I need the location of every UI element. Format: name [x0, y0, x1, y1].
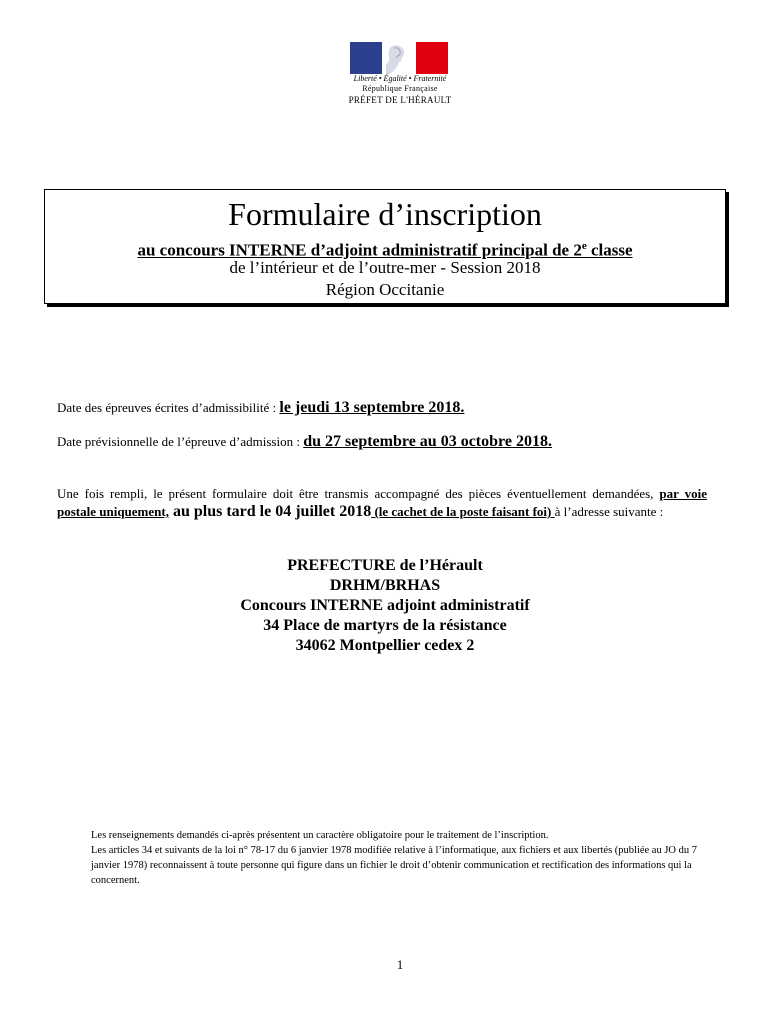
- subtitle-prefix: au concours INTERNE d’adjoint administratif principal de 2: [137, 240, 582, 260]
- marianne-icon: [386, 44, 412, 74]
- logo-prefect: PRÉFET DE L'HÉRAULT: [348, 95, 452, 105]
- legal-line-2: Les articles 34 et suivants de la loi n° 78-17 du 6 janvier 1978 modifiée relative à l’informatique, aux fichiers et aux libertés (publiée au JO du 7 janvier 1978) reconnaissent à toute personne qui figure dans un fichier le droit d’obtenir communication et rectification des informations qui la concernent.: [91, 845, 698, 886]
- logo-motto: Liberté • Égalité • Fraternité: [353, 74, 447, 83]
- address-line-3: Concours INTERNE adjoint administratif: [240, 597, 530, 614]
- subtitle-superscript: e: [581, 240, 587, 252]
- oral-exam-value: du 27 septembre au 03 octobre 2018.: [303, 433, 552, 450]
- legal-line-1: Les renseignements demandés ci-après présentent un caractère obligatoire pour le traitement de l’inscription.: [91, 830, 549, 841]
- written-exam-value: le jeudi 13 septembre 2018.: [279, 399, 465, 416]
- address-line-5: 34062 Montpellier cedex 2: [295, 637, 475, 654]
- subtitle-suffix: classe: [586, 240, 633, 260]
- written-exam-label: Date des épreuves écrites d’admissibilité :: [57, 400, 280, 415]
- instructions-text-2: à l’adresse suivante :: [554, 504, 664, 519]
- region-line: Région Occitanie: [325, 280, 445, 299]
- instructions-text-1: Une fois rempli, le présent formulaire doit être transmis accompagné des pièces éventuellement demandées,: [57, 486, 660, 501]
- mailing-address: [0, 556, 770, 656]
- form-title: Formulaire d’inscription: [228, 196, 542, 232]
- written-exam-date: [57, 399, 464, 417]
- address-line-2: DRHM/BRHAS: [329, 577, 441, 594]
- address-line-1: PREFECTURE de l’Hérault: [287, 557, 483, 574]
- prefecture-logo: [340, 42, 460, 110]
- flag-red-band: [416, 42, 448, 74]
- instructions-deadline: au plus tard le 04 juillet 2018: [168, 503, 372, 520]
- instructions-postmark: (le cachet de la poste faisant foi): [371, 504, 555, 519]
- instructions-postal-only: par voie postale uniquement,: [57, 486, 707, 519]
- legal-notice: [91, 828, 701, 888]
- flag-blue-band: [350, 42, 382, 74]
- oral-exam-label: Date prévisionnelle de l’épreuve d’admission :: [57, 434, 304, 449]
- page-number: 1: [396, 957, 404, 972]
- oral-exam-date: [57, 433, 552, 451]
- submission-instructions: [57, 485, 707, 521]
- logo-republic: République Française: [362, 84, 438, 93]
- title-box: [44, 189, 726, 304]
- session-line: de l’intérieur et de l’outre-mer - Session 2018: [229, 258, 541, 277]
- address-line-4: 34 Place de martyrs de la résistance: [263, 617, 507, 634]
